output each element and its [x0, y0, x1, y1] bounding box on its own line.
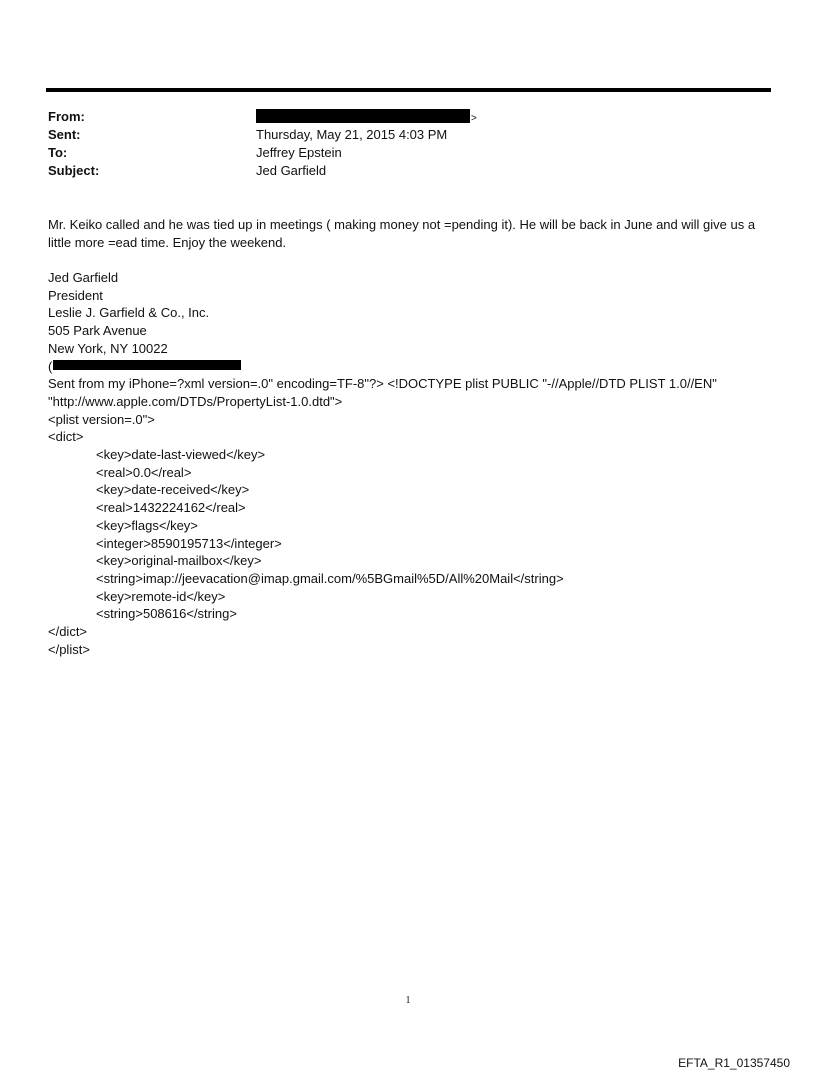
from-label: From:: [48, 109, 85, 124]
sent-label: Sent:: [48, 127, 81, 142]
signature-phone: [48, 358, 778, 376]
plist-entry: <key>flags</key>: [96, 517, 198, 533]
plist-line-1: Sent from my iPhone=?xml version=.0" encoding=TF-8"?> <!DOCTYPE plist PUBLIC "-//Apple//DTD PLIST 1.0//EN": [48, 376, 717, 392]
signature-name: Jed Garfield: [48, 270, 119, 285]
redacted-sender: [256, 109, 470, 123]
subject-row: [48, 162, 768, 180]
body-paragraph: Mr. Keiko called and he was tied up in meetings ( making money not =pending it). He will be back in June and will give us a little more =ead time. Enjoy the weekend.: [48, 217, 756, 250]
plist-close-dict: </dict>: [48, 624, 88, 640]
signature-block: [48, 269, 778, 658]
plist-entry: <key>original-mailbox</key>: [96, 553, 262, 569]
from-row: [48, 108, 768, 126]
signature-title: President: [48, 287, 103, 303]
plist-entry: <key>remote-id</key>: [96, 588, 226, 604]
phone-prefix: (: [48, 358, 53, 374]
signature-city: New York, NY 10022: [48, 340, 168, 356]
plist-line-3: <plist version=.0">: [48, 411, 155, 427]
plist-entry: <real>1432224162</real>: [96, 500, 246, 516]
plist-close-plist: </plist>: [48, 641, 90, 657]
from-tail: >: [471, 113, 477, 124]
sent-row: [48, 126, 768, 144]
plist-entry: <key>date-received</key>: [96, 482, 250, 498]
signature-street: 505 Park Avenue: [48, 323, 147, 339]
email-body: [48, 216, 772, 252]
plist-entry: <string>508616</string>: [96, 606, 237, 622]
subject-value: Jed Garfield: [256, 163, 327, 178]
plist-line-4: <dict>: [48, 429, 84, 445]
page-number: 1: [405, 995, 411, 1006]
plist-line-2: "http://www.apple.com/DTDs/PropertyList-1.0.dtd">: [48, 393, 343, 409]
redacted-phone: [53, 360, 241, 370]
plist-entry: <integer>8590195713</integer>: [96, 535, 282, 551]
email-header: [48, 108, 768, 180]
bates-number: EFTA_R1_01357450: [678, 1056, 790, 1070]
subject-label: Subject:: [48, 163, 100, 178]
to-label: To:: [48, 145, 68, 160]
to-row: [48, 144, 768, 162]
plist-entry: <key>date-last-viewed</key>: [96, 447, 266, 463]
header-rule: [46, 88, 771, 92]
plist-entry: <string>imap://jeevacation@imap.gmail.com/%5BGmail%5D/All%20Mail</string>: [96, 570, 564, 586]
from-value: [256, 108, 477, 128]
plist-entry: <real>0.0</real>: [96, 464, 192, 480]
sent-value: Thursday, May 21, 2015 4:03 PM: [256, 127, 448, 142]
to-value: Jeffrey Epstein: [256, 145, 342, 160]
signature-company: Leslie J. Garfield & Co., Inc.: [48, 305, 210, 321]
